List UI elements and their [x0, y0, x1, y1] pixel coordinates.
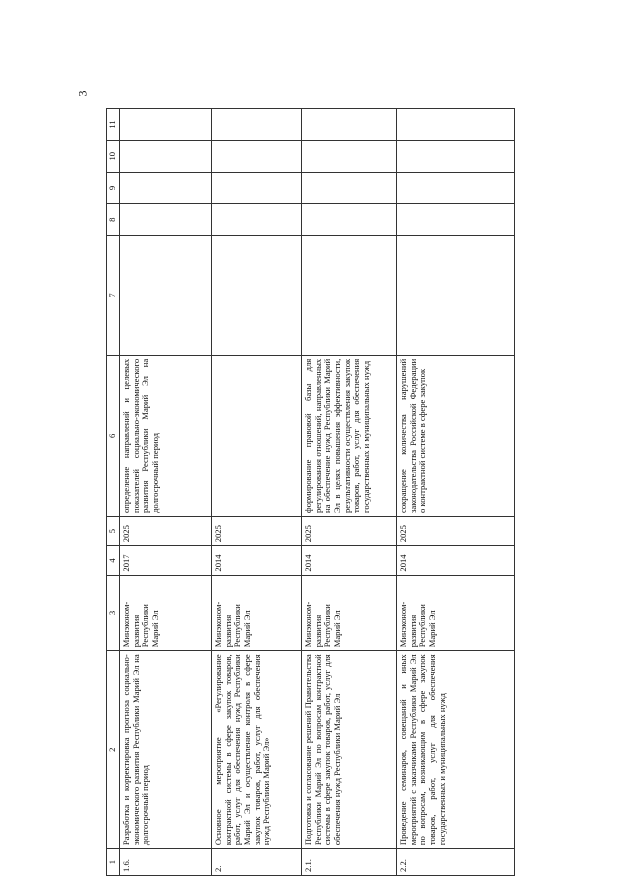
table-row	[120, 109, 212, 876]
header-cell: 4	[107, 546, 120, 575]
row-end: 2025	[397, 516, 515, 545]
header-cell: 5	[107, 516, 120, 545]
row-start: 2014	[302, 546, 397, 575]
row-start: 2014	[212, 546, 302, 575]
row-result: определение направлений и целевых показателей социально-экономического развития Республики Марий Эл на долгосрочный период	[120, 355, 212, 516]
header-cell: 2	[107, 651, 120, 849]
page-number: 3	[75, 90, 90, 97]
row-start: 2014	[397, 546, 515, 575]
row-executor: Минэконом-развития Республики Марий Эл	[302, 575, 397, 651]
table-row	[302, 109, 397, 876]
row-end: 2025	[120, 516, 212, 545]
row-number: 2.2.	[397, 849, 515, 876]
row-result: сокращение количества нарушений законодательства Российской Федерации о контрактной системе в сфере закупок	[397, 355, 515, 516]
row-executor: Минэконом-развития Республики Марий Эл	[212, 575, 302, 651]
row-number: 2.1.	[302, 849, 397, 876]
row-number: 1.6.	[120, 849, 212, 876]
header-cell: 10	[107, 140, 120, 172]
row-name: Разработка и корректировка прогноза социально-экономического развития Республики Марий Эл на долгосрочный период	[120, 651, 212, 849]
header-cell: 1	[107, 849, 120, 876]
header-cell: 6	[107, 355, 120, 516]
row-start: 2017	[120, 546, 212, 575]
row-executor: Минэконом-развития Республики Марий Эл	[120, 575, 212, 651]
header-cell: 7	[107, 236, 120, 356]
header-cell: 3	[107, 575, 120, 651]
program-table	[106, 108, 515, 876]
header-cell: 9	[107, 172, 120, 204]
table-row	[212, 109, 302, 876]
row-end: 2025	[302, 516, 397, 545]
row-end: 2025	[212, 516, 302, 545]
header-row	[107, 109, 120, 876]
table-row	[397, 109, 515, 876]
table-frame	[106, 108, 518, 876]
row-number: 2.	[212, 849, 302, 876]
row-result: формирование правовой базы для регулирования отношений, направленных на обеспечение нужд Республики Марий Эл в целях повышения эффективности, результативности осуществления закупок товаров, работ, услуг для обеспечения государственных и муниципальных нужд	[302, 355, 397, 516]
header-cell: 8	[107, 204, 120, 236]
row-name: Основное мероприятие «Регулирование контрактной системы в сфере закупок товаров, работ, услуг для обеспечения нужд Республики Марий Эл и осуществление контроля в сфере закупок товаров, работ, услуг для обеспечения нужд Республики Марий Эл»	[212, 651, 302, 849]
row-executor: Минэконом-развития Республики Марий Эл	[397, 575, 515, 651]
row-name: Проведение семинаров, совещаний и иных мероприятий с заказчиками Республики Марий Эл по вопросам, возникающим в сфере закупок товаров, работ, услуг для обеспечения государственных и муниципальных нужд	[397, 651, 515, 849]
row-name: Подготовка и согласование решений Правительства Республики Марий Эл по вопросам контрактной системы в сфере закупок товаров, работ, услуг для обеспечения нужд Республики Марий Эл	[302, 651, 397, 849]
row-result	[212, 355, 302, 516]
header-cell: 11	[107, 109, 120, 141]
